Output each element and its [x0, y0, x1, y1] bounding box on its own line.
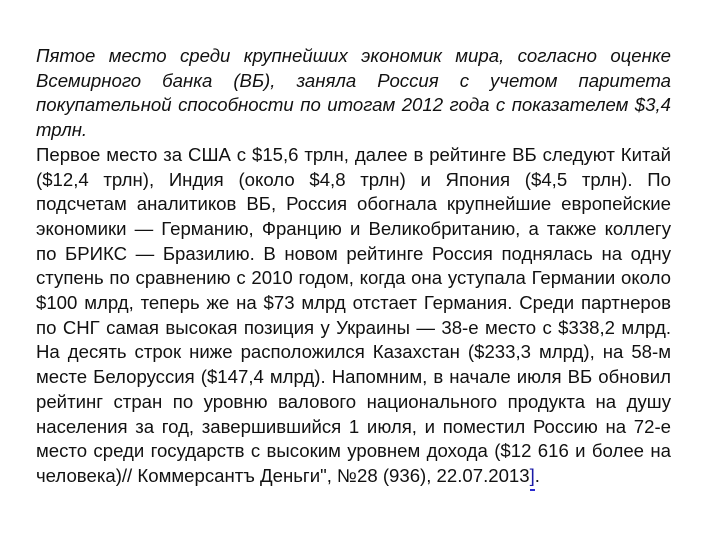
- main-paragraph-text: Первое место за США с $15,6 трлн, далее в рейтинге ВБ следуют Китай ($12,4 трлн), Индия (около $4,8 трлн) и Япония ($4,5 трлн). По подсчетам аналитиков ВБ, Россия обогнала крупнейшие европейские экономики — Германию, Францию и Великобританию, а также коллегу по БРИКС — Бразилию. В новом рейтинге Россия поднялась на одну ступень по сравнению с 2010 годом, когда она уступала Германии около $100 млрд, теперь же на $73 млрд отстает Германия. Среди партнеров по СНГ самая высокая позиция у Украины — 38-е место с $338,2 млрд. На десять строк ниже расположился Казахстан ($233,3 млрд), на 58-м месте Белоруссия ($147,4 млрд). Напомним, в начале июля ВБ обновил рейтинг стран по уровню валового национального продукта на душу населения за год, завершившийся 1 июля, и поместил Россию на 72-е место среди государств с высоким уровнем дохода ($12 616 и более на человека)//: [36, 143, 671, 486]
- document-body: [36, 44, 671, 489]
- citation-source: Коммерсантъ Деньги", №28 (936), 22.07.2013: [137, 464, 530, 486]
- main-paragraph: [36, 143, 671, 489]
- intro-paragraph: Пятое место среди крупнейших экономик мира, согласно оценке Всемирного банка (ВБ), заняла Россия с учетом паритета покупательной способности по итогам 2012 года с показателем $3,4 трлн.: [36, 45, 671, 141]
- end-period: .: [534, 464, 540, 486]
- footnote-link[interactable]: ]: [530, 464, 535, 489]
